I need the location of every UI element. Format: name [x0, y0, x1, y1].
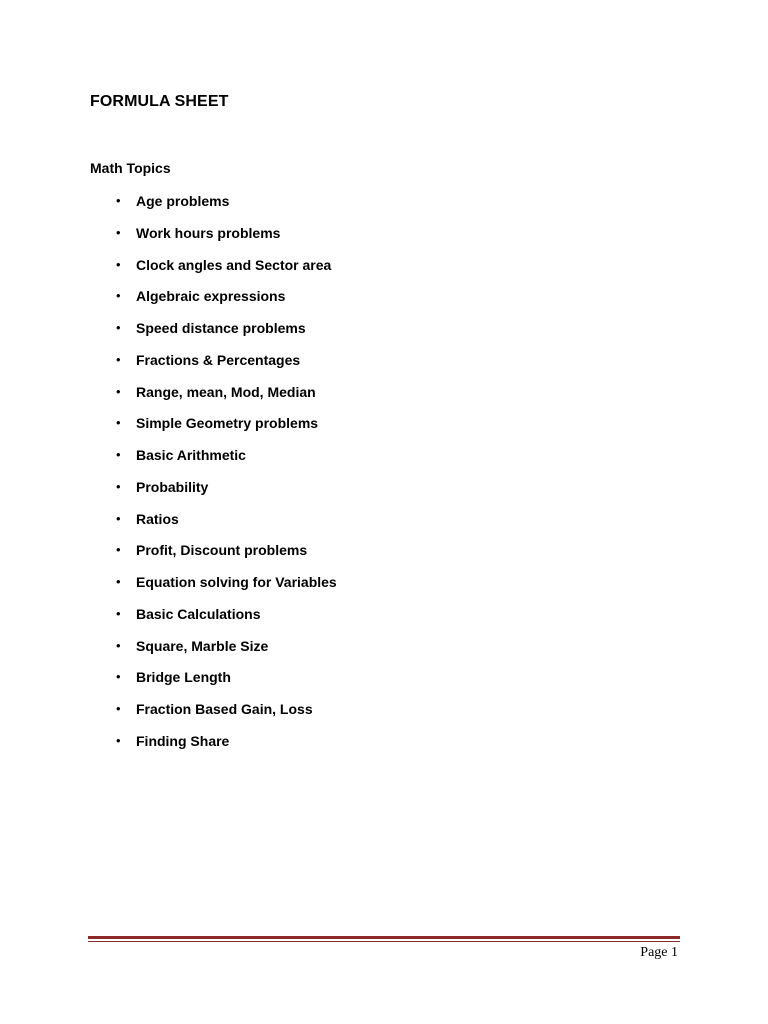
topic-label: Profit, Discount problems	[136, 542, 308, 559]
bullet-icon: •	[116, 669, 121, 685]
bullet-icon: •	[116, 193, 121, 208]
topic-label: Basic Arithmetic	[136, 447, 246, 463]
bullet-icon: •	[116, 224, 121, 240]
bullet-icon: •	[116, 510, 121, 526]
topic-label: Basic Calculations	[136, 605, 261, 622]
footer-divider-thin-line	[88, 941, 680, 942]
topic-label: Probability	[136, 478, 209, 495]
topic-label: Speed distance problems	[136, 320, 306, 336]
document-title: FORMULA SHEET	[90, 93, 229, 110]
topic-label: Work hours problems	[136, 224, 281, 241]
bullet-icon: •	[116, 288, 121, 304]
topic-label: Bridge Length	[136, 669, 231, 686]
topic-label: Finding Share	[136, 732, 230, 749]
bullet-icon: •	[116, 351, 121, 367]
page-number: Page 1	[640, 945, 678, 960]
topic-label: Equation solving for Variables	[136, 574, 337, 590]
bullet-icon: •	[116, 542, 121, 558]
topic-label: Square, Marble Size	[136, 637, 269, 654]
bullet-icon: •	[116, 701, 121, 716]
footer-divider-thick-line	[88, 936, 680, 939]
bullet-icon: •	[116, 732, 121, 748]
bullet-icon: •	[116, 256, 121, 272]
topic-label: Fractions & Percentages	[136, 351, 301, 368]
topic-label: Fraction Based Gain, Loss	[136, 701, 313, 717]
bullet-icon: •	[116, 574, 121, 589]
topic-label: Clock angles and Sector area	[136, 256, 332, 273]
bullet-icon: •	[116, 637, 121, 653]
bullet-icon: •	[116, 478, 121, 494]
bullet-icon: •	[116, 415, 121, 431]
topic-label: Range, mean, Mod, Median	[136, 383, 316, 400]
bullet-icon: •	[116, 605, 121, 621]
section-heading: Math Topics	[90, 160, 171, 176]
topic-label: Age problems	[136, 193, 230, 209]
bullet-icon: •	[116, 447, 121, 462]
bullet-icon: •	[116, 320, 121, 335]
footer-divider	[88, 936, 680, 943]
topic-label: Ratios	[136, 510, 179, 527]
topic-label: Simple Geometry problems	[136, 415, 319, 432]
bullet-icon: •	[116, 383, 121, 399]
topic-label: Algebraic expressions	[136, 288, 286, 305]
